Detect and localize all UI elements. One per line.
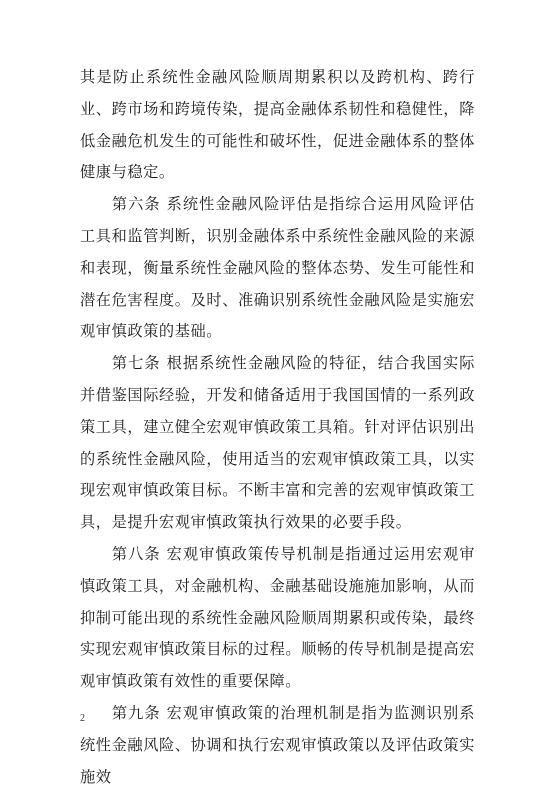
paragraph-article-9: 第九条 宏观审慎政策的治理机制是指为监测识别系统性金融风险、协调和执行宏观审慎政策以及评估政策实施效 (80, 703, 475, 786)
page-number: 2 (80, 713, 85, 724)
paragraph-continuation: 其是防止系统性金融风险顺周期累积以及跨机构、跨行业、跨市场和跨境传染，提高金融体系韧性和稳健性，降低金融危机发生的可能性和破坏性，促进金融体系的整体健康与稳定。 (80, 68, 475, 182)
document-body (80, 62, 475, 793)
paragraph-article-7: 第七条 根据系统性金融风险的特征，结合我国实际并借鉴国际经验，开发和储备适用于我国国情的一系列政策工具，建立健全宏观审慎政策工具箱。针对评估识别出的系统性金融风险，使用适当的宏观审慎政策工具，以实现宏观审慎政策目标。不断丰富和完善的宏观审慎政策工具，是提升宏观审慎政策执行效果的必要手段。 (80, 354, 475, 532)
paragraph-article-6: 第六条 系统性金融风险评估是指综合运用风险评估工具和监管判断，识别金融体系中系统性金融风险的来源和表现，衡量系统性金融风险的整体态势、发生可能性和潜在危害程度。及时、准确识别系统性金融风险是实施宏观审慎政策的基础。 (80, 195, 475, 341)
paragraph-article-8: 第八条 宏观审慎政策传导机制是指通过运用宏观审慎政策工具，对金融机构、金融基础设施施加影响，从而抑制可能出现的系统性金融风险顺周期累积或传染，最终实现宏观审慎政策目标的过程。顺畅的传导机制是提高宏观审慎政策有效性的重要保障。 (80, 544, 475, 691)
